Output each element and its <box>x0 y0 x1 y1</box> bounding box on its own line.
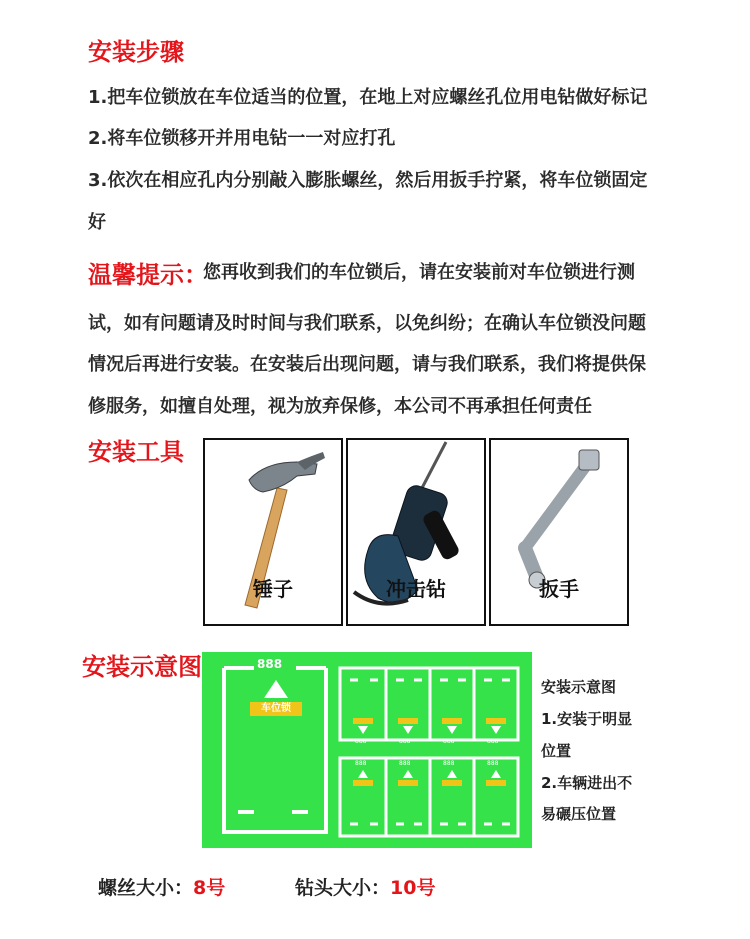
small-number-6: 888 <box>399 760 411 767</box>
small-number-7: 888 <box>443 760 455 767</box>
diagram-side-line-4: 易碾压位置 <box>541 805 617 823</box>
small-number-3: 888 <box>443 738 455 745</box>
tools-heading: 安装工具 <box>88 438 184 466</box>
small-number-5: 888 <box>355 760 367 767</box>
diagram-side-line-1: 1.安装于明显 <box>541 710 633 728</box>
tips-line-3: 情况后再进行安装。在安装后出现问题，请与我们联系，我们将提供保 <box>88 354 646 375</box>
diagram-side-line-2: 位置 <box>541 742 572 760</box>
tips-line-2: 试，如有问题请及时时间与我们联系，以免纠纷；在确认车位锁没问题 <box>88 313 646 334</box>
step-3-continued: 好 <box>88 212 106 233</box>
arrow-icon <box>264 680 288 698</box>
screw-size <box>98 873 225 900</box>
tool-card-hammer <box>203 438 343 626</box>
diagram-side-line-3: 2.车辆进出不 <box>541 774 633 792</box>
tool-label-wrench: 扳手 <box>539 577 579 601</box>
tool-label-hammer: 锤子 <box>253 577 293 601</box>
steps-heading: 安装步骤 <box>88 38 184 66</box>
parking-lock-label: 车位锁 <box>250 702 302 716</box>
tool-label-drill: 冲击钻 <box>386 577 446 601</box>
parking-lines <box>202 652 532 848</box>
tool-card-drill <box>346 438 486 626</box>
tips-line-4: 修服务，如擅自处理，视为放弃保修，本公司不再承担任何责任 <box>88 396 592 417</box>
drill-bit-size <box>295 873 435 900</box>
screw-size-label: 螺丝大小： <box>98 877 194 899</box>
step-3: 3.依次在相应孔内分别敲入膨胀螺丝，然后用扳手拧紧，将车位锁固定 <box>88 170 648 191</box>
step-2: 2.将车位锁移开并用电钻一一对应打孔 <box>88 128 396 149</box>
step-1: 1.把车位锁放在车位适当的位置，在地上对应螺丝孔位用电钻做好标记 <box>88 87 648 108</box>
tips-heading: 温馨提示： <box>88 261 208 289</box>
drill-bit-size-value: 10号 <box>390 877 436 899</box>
small-number-1: 888 <box>355 738 367 745</box>
parking-diagram <box>202 652 532 848</box>
diagram-side-title: 安装示意图 <box>541 678 617 696</box>
big-bay-number: 888 <box>257 657 283 671</box>
small-number-4: 888 <box>487 738 499 745</box>
tool-card-wrench <box>489 438 629 626</box>
small-number-8: 888 <box>487 760 499 767</box>
diagram-heading: 安装示意图 <box>82 653 202 681</box>
tips-line-1: 您再收到我们的车位锁后，请在安装前对车位锁进行测 <box>203 262 635 283</box>
drill-bit-size-label: 钻头大小： <box>295 877 391 899</box>
small-number-2: 888 <box>399 738 411 745</box>
screw-size-value: 8号 <box>193 877 226 899</box>
